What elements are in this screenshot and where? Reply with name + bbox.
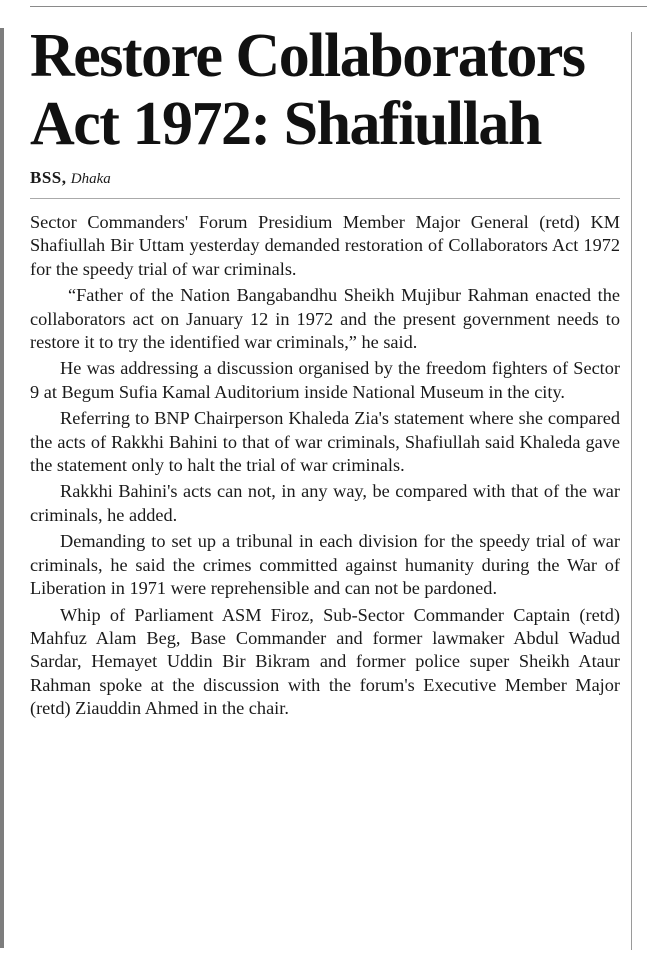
paragraph-1: Sector Commanders' Forum Presidium Member Major General (retd) KM Shafiullah Bir Uttam yesterday demanded restoration of Collaborators Act 1972 for the speedy trial of war criminals. (30, 212, 620, 279)
paragraph-6: Demanding to set up a tribunal in each division for the speedy trial of war criminals, he said the crimes committed against humanity during the War of Liberation in 1971 were reprehensible and can not be pardoned. (30, 531, 620, 599)
byline-agency: BSS, (30, 168, 67, 187)
paragraph-3: He was addressing a discussion organised by the freedom fighters of Sector 9 at Begum Sufia Kamal Auditorium inside National Museum in the city. (30, 358, 620, 402)
byline-city: Dhaka (70, 171, 111, 187)
news-article (30, 22, 620, 724)
left-column-rule (0, 28, 4, 948)
article-headline (30, 22, 620, 158)
article-body (30, 211, 620, 721)
headline-line-1: Restore Collaborators (30, 22, 585, 90)
byline (30, 168, 620, 199)
paragraph-2: “Father of the Nation Bangabandhu Sheikh Mujibur Rahman enacted the collaborators act on January 12 in 1972 and the present government needs to restore it to try the identified war criminals,” he said. (30, 285, 620, 353)
top-column-rule (30, 6, 647, 7)
headline-line-2: Act 1972: Shafiullah (30, 90, 541, 158)
right-column-rule (631, 32, 632, 950)
paragraph-5: Rakkhi Bahini's acts can not, in any way, be compared with that of the war criminals, he added. (30, 481, 620, 525)
paragraph-7: Whip of Parliament ASM Firoz, Sub-Sector Commander Captain (retd) Mahfuz Alam Beg, Base Commander and former lawmaker Abdul Wadud Sardar, Hemayet Uddin Bir Bikram and former police super Sheikh Ataur Rahman spoke at the discussion with the forum's Executive Member Major (retd) Ziauddin Ahmed in the chair. (30, 604, 620, 719)
paragraph-4: Referring to BNP Chairperson Khaleda Zia's statement where she compared the acts of Rakkhi Bahini to that of war criminals, Shafiullah said Khaleda gave the statement only to halt the trial of war criminals. (30, 408, 620, 476)
